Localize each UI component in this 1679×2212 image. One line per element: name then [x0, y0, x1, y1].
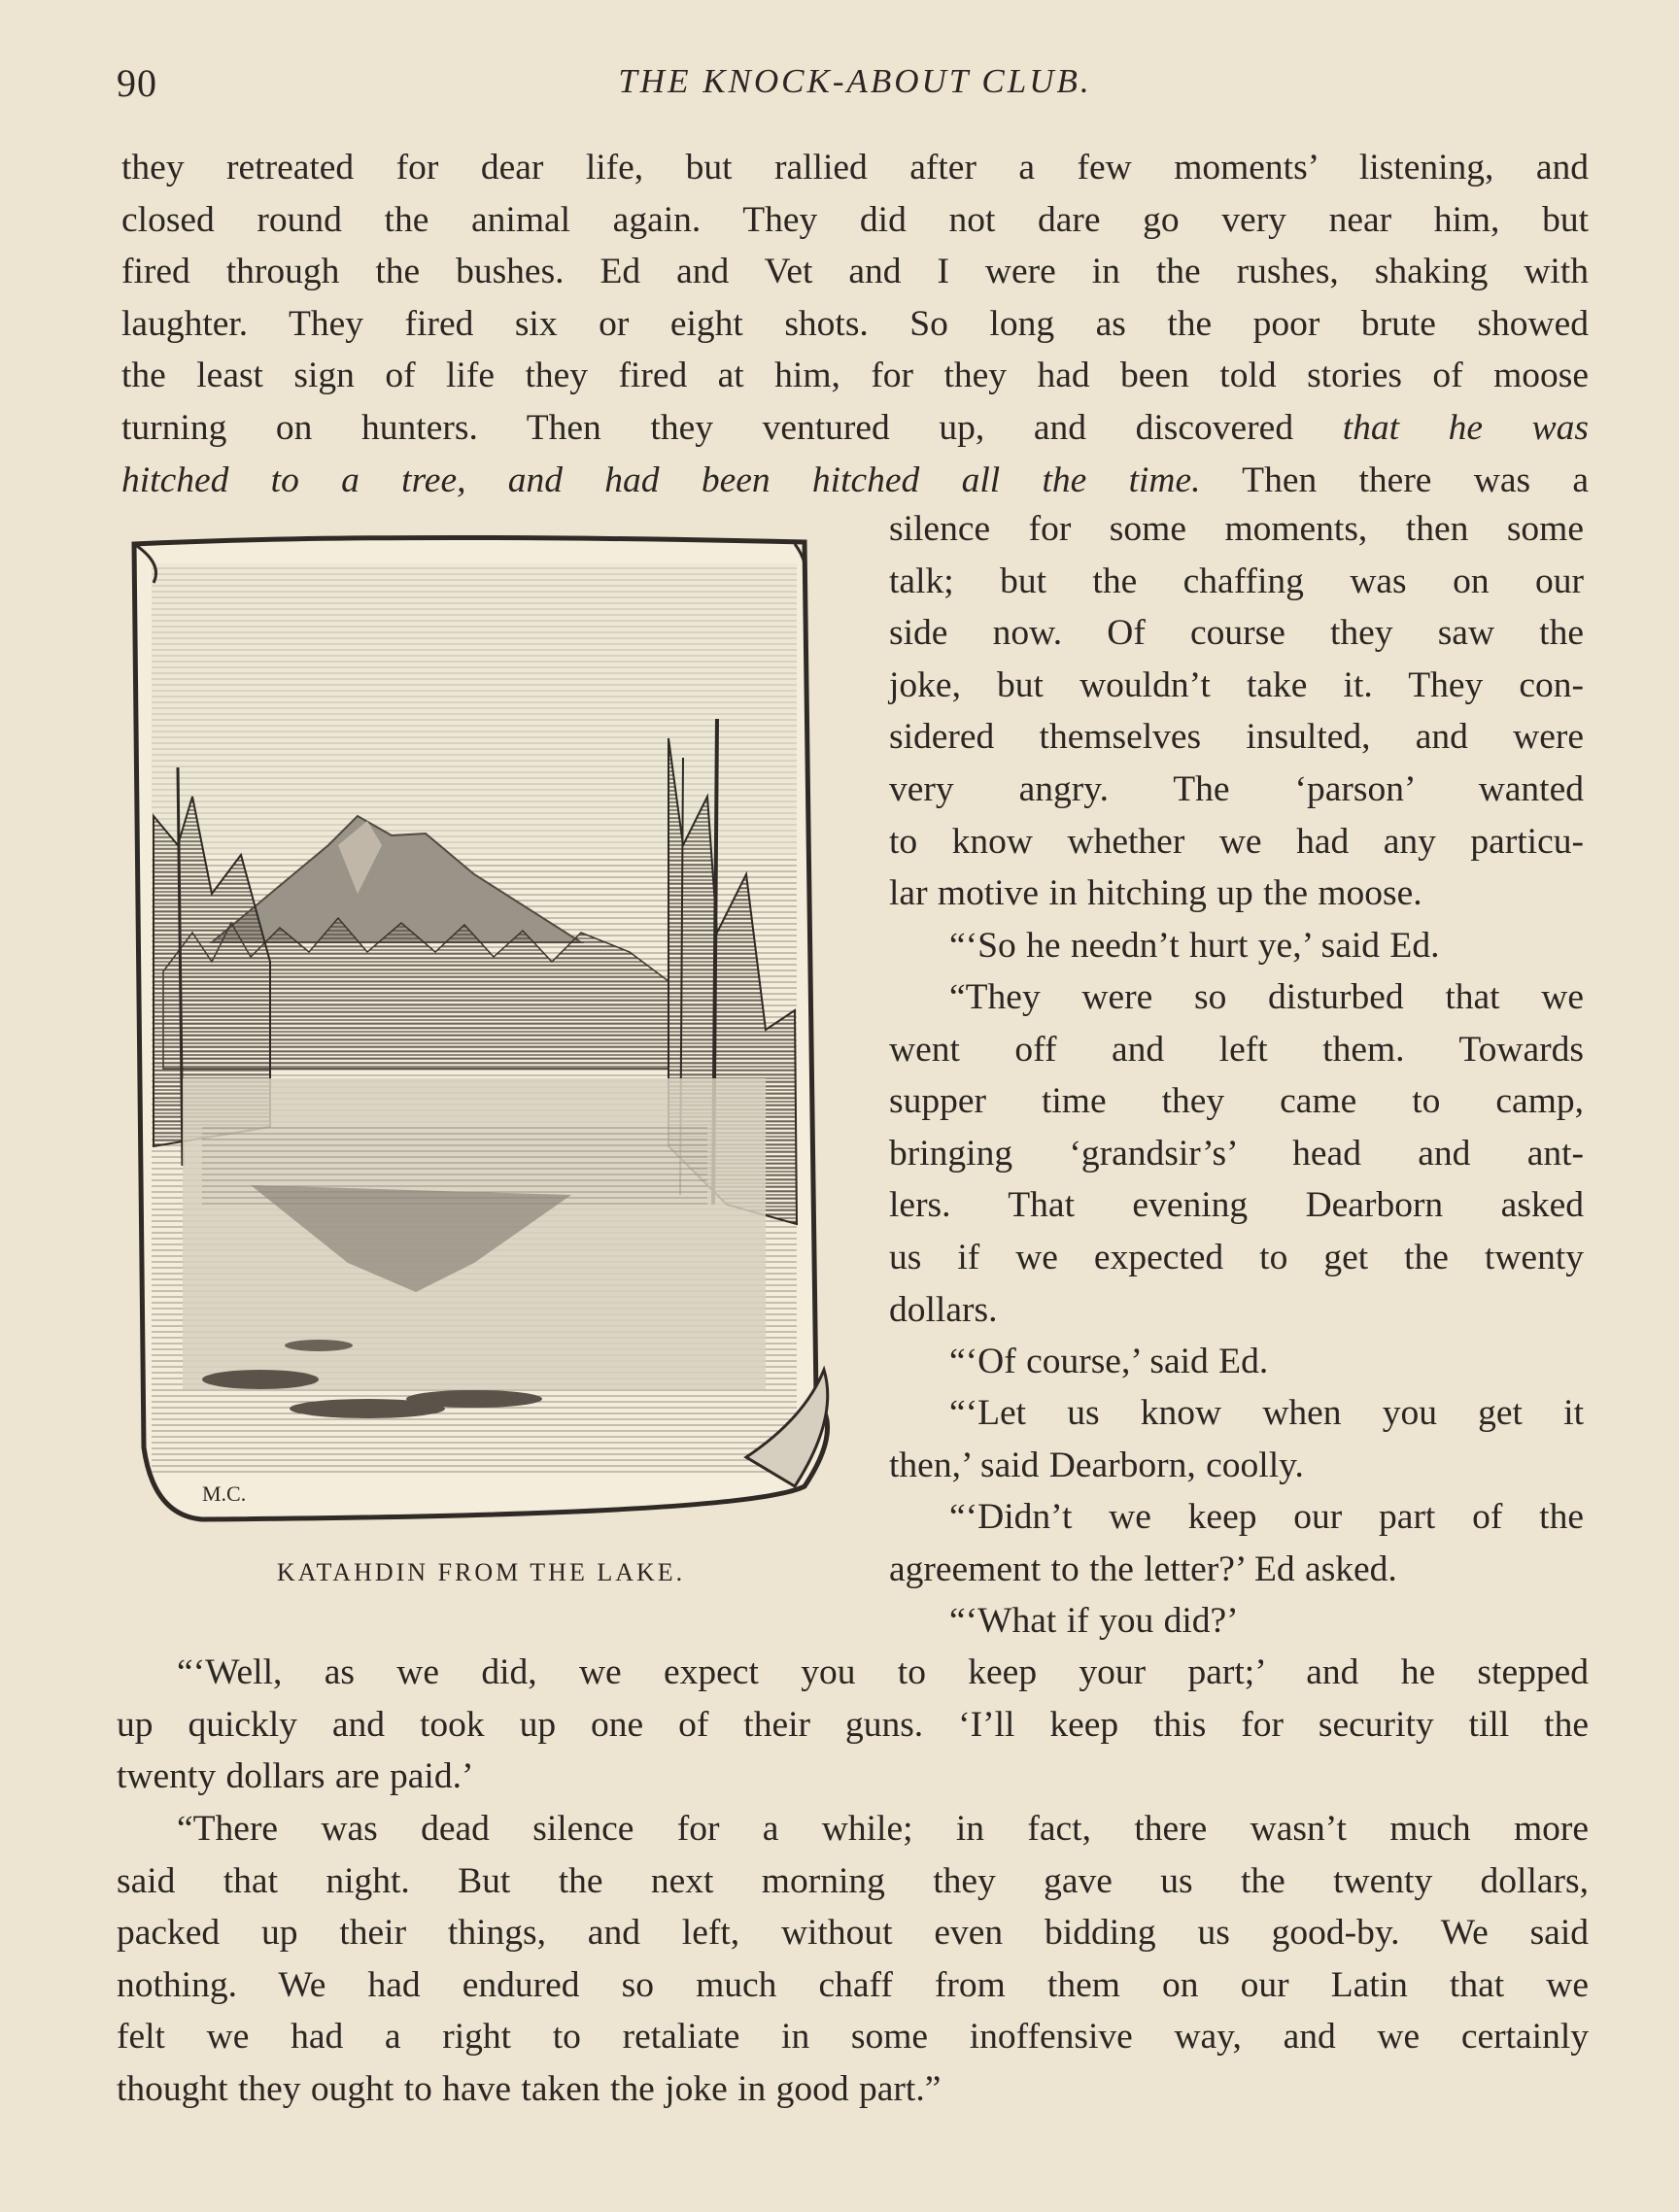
illustration-katahdin	[124, 525, 843, 1545]
text-line: “‘Of course,’ said Ed.	[949, 1342, 1269, 1381]
text-line: agreement to the letter?’ Ed asked.	[889, 1548, 1397, 1589]
text-line: up quickly and took up one of their guns. ‘I’ll keep this for security till the	[117, 1704, 1589, 1745]
column-paragraph-7	[889, 1595, 1584, 1648]
text-line: went off and left them. Towards	[889, 1029, 1584, 1070]
text-line: “‘So he needn’t hurt ye,’ said Ed.	[949, 926, 1440, 966]
italic-run: hitched to a tree, and had been hitched all the time.	[121, 459, 1201, 500]
paragraph-1	[121, 142, 1589, 506]
running-title: THE KNOCK-ABOUT CLUB.	[618, 62, 1092, 100]
column-paragraph-3	[889, 971, 1584, 1336]
column-paragraph-2	[889, 920, 1584, 972]
paragraph-9	[117, 1803, 1589, 2116]
text-line: sidered themselves insulted, and were	[889, 717, 1584, 758]
text-line: talk; but the chaffing was on our	[889, 561, 1584, 601]
page-header	[117, 60, 1593, 109]
text-line: “‘Didn’t we keep our part of the	[949, 1497, 1584, 1537]
column-paragraph-5	[889, 1387, 1584, 1491]
text-line: “‘Let us know when you get it	[949, 1393, 1584, 1433]
text-line: lar motive in hitching up the moose.	[889, 873, 1422, 914]
text-line: nothing. We had endured so much chaff from them on our Latin that we	[117, 1964, 1589, 2005]
text-line: dollars.	[889, 1289, 998, 1330]
text-line: “There was dead silence for a while; in fact, there wasn’t much more	[177, 1809, 1589, 1849]
text-run: turning on hunters. Then they ventured up, and discovered	[121, 407, 1294, 448]
figure-caption: KATAHDIN FROM THE LAKE.	[276, 1558, 686, 1586]
text-line: to know whether we had any particu-	[889, 821, 1584, 862]
text-line: lers. That evening Dearborn asked	[889, 1185, 1584, 1226]
text-line: packed up their things, and left, without even bidding us good-by. We said	[117, 1913, 1589, 1954]
text-line	[121, 402, 1589, 455]
column-paragraph-1	[889, 503, 1584, 920]
text-line: fired through the bushes. Ed and Vet and I were in the rushes, shaking with	[121, 252, 1589, 292]
text-line: “‘Well, as we did, we expect you to keep your part;’ and he stepped	[177, 1652, 1589, 1692]
text-line: laughter. They fired six or eight shots. So long as the poor brute showed	[121, 303, 1589, 344]
engraver-signature: M.C.	[202, 1481, 247, 1506]
engraving-image	[124, 525, 843, 1545]
text-line	[121, 455, 1589, 507]
text-line: joke, but wouldn’t take it. They con-	[889, 664, 1584, 705]
text-line: said that night. But the next morning they gave us the twenty dollars,	[117, 1860, 1589, 1901]
text-line: twenty dollars are paid.’	[117, 1756, 474, 1797]
text-line: supper time they came to camp,	[889, 1081, 1584, 1122]
text-line: “They were so disturbed that we	[949, 977, 1584, 1017]
text-line: the least sign of life they fired at him, for they had been told stories of moose	[121, 356, 1589, 396]
text-line: then,’ said Dearborn, coolly.	[889, 1445, 1304, 1485]
text-line: bringing ‘grandsir’s’ head and ant-	[889, 1133, 1584, 1174]
column-paragraph-4	[889, 1336, 1584, 1388]
text-line: side now. Of course they saw the	[889, 613, 1584, 654]
column-paragraph-6	[889, 1491, 1584, 1595]
text-line: us if we expected to get the twenty	[889, 1237, 1584, 1277]
page-number: 90	[117, 61, 157, 105]
italic-run: that he was	[1342, 407, 1590, 448]
text-line: they retreated for dear life, but rallied after a few moments’ listening, and	[121, 148, 1589, 187]
text-line: “‘What if you did?’	[949, 1601, 1239, 1641]
text-run: Then there was a	[1242, 459, 1589, 500]
text-line: thought they ought to have taken the joke in good part.”	[117, 2068, 942, 2109]
text-line: felt we had a right to retaliate in some inoffensive way, and we certainly	[117, 2017, 1589, 2058]
paragraph-8	[117, 1647, 1589, 1803]
text-line: very angry. The ‘parson’ wanted	[889, 768, 1584, 809]
text-line: closed round the animal again. They did not dare go very near him, but	[121, 199, 1589, 240]
text-line: silence for some moments, then some	[889, 509, 1584, 549]
